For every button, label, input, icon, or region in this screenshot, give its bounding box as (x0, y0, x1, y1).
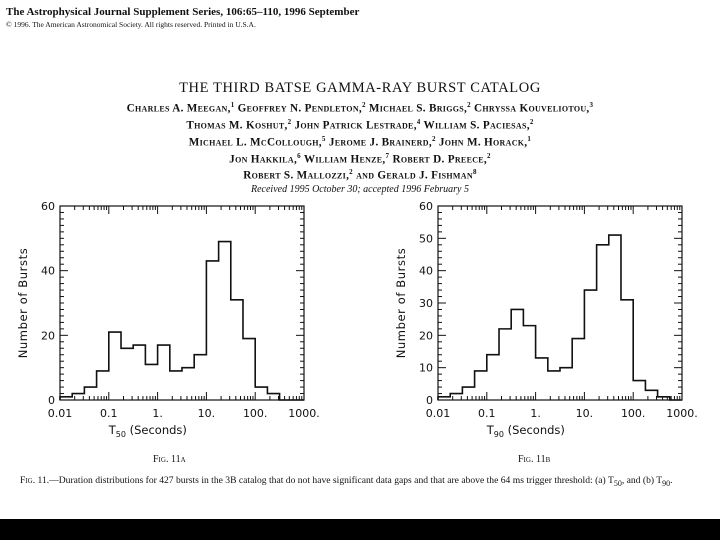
author-affiliation: 4 (416, 118, 421, 126)
hist-a-y-tick-label: 0 (48, 394, 55, 407)
caption-sub-90: 90 (662, 478, 671, 488)
author-line (0, 135, 720, 149)
hist-b-x-tick-label: 0.1 (478, 407, 496, 420)
author-name: William Henze, (300, 153, 386, 166)
hist-a-bin (72, 394, 84, 400)
author-affiliation: 2 (487, 152, 491, 160)
author-name: Thomas M. Koshut, (186, 119, 288, 132)
author-affiliation: 3 (589, 101, 594, 109)
author-affiliation: 2 (431, 135, 436, 143)
caption-sub-50: 50 (613, 478, 622, 488)
hist-a-bin (231, 300, 243, 400)
hist-a-bin (243, 339, 255, 400)
author-line (0, 152, 720, 166)
hist-a-x-tick-label: 1000. (288, 407, 320, 420)
hist-a-bin (194, 355, 206, 400)
hist-b-x-tick-label: 1. (530, 407, 541, 420)
figure-label-b: Fig. 11b (518, 454, 551, 465)
hist-b-bin (536, 358, 548, 400)
hist-b-y-tick-label: 40 (419, 264, 433, 278)
paper-title: THE THIRD BATSE GAMMA-RAY BURST CATALOG (179, 80, 541, 96)
author-name: and Gerald J. Fishman (352, 169, 473, 182)
hist-a-y-tick-label: 20 (41, 329, 55, 343)
received-line: Received 1995 October 30; accepted 1996 February 5 (251, 184, 469, 195)
hist-a-bin (170, 371, 182, 400)
hist-b-bin (523, 326, 535, 400)
author-name: Michael S. Briggs, (365, 102, 468, 115)
hist-a-y-tick-label: 40 (41, 264, 55, 278)
histogram-t50 (8, 198, 338, 453)
histogram-t90-svg (386, 198, 716, 448)
caption-text: —Duration distributions for 427 bursts in the 3B catalog that do not have significant data gaps and that are above the 64 ms trigger threshold: (a) T (49, 475, 614, 486)
author-affiliation: 2 (287, 118, 292, 126)
hist-a-y-tick-label: 60 (41, 200, 55, 213)
hist-b-bin (462, 387, 474, 400)
journal-header: The Astrophysical Journal Supplement Series, 106:65–110, 1996 September (6, 6, 360, 18)
hist-b-y-tick-label: 0 (426, 394, 433, 407)
hist-b-x-tick-label: 1000. (666, 407, 698, 420)
author-name: Charles A. Meegan, (126, 102, 231, 115)
figure-caption (20, 474, 716, 490)
hist-b-bin (548, 371, 560, 400)
author-affiliation: 8 (472, 168, 477, 176)
author-name: Robert S. Mallozzi, (243, 169, 350, 182)
hist-a-x-tick-label: 1. (152, 407, 163, 420)
figure-label-a: Fig. 11a (153, 454, 186, 465)
caption-end: . (670, 475, 673, 486)
caption-lead: Fig. 11. (20, 475, 50, 486)
author-name: Jerome J. Brainerd, (325, 136, 432, 149)
hist-b-y-tick-label: 10 (419, 361, 433, 375)
hist-a-bin (219, 242, 231, 400)
hist-b-bin (621, 300, 633, 400)
hist-b-x-tick-label: 100. (620, 407, 646, 420)
hist-b-y-axis-label: Number of Bursts (394, 247, 408, 359)
hist-b-bin (658, 397, 670, 400)
bottom-black-bar (0, 519, 720, 540)
author-affiliation: 2 (529, 118, 534, 126)
hist-b-bin (499, 329, 511, 400)
author-affiliation: 1 (527, 135, 532, 143)
author-name: Chryssa Kouveliotou, (470, 102, 590, 115)
author-line (0, 168, 720, 182)
hist-b-bin (645, 390, 657, 400)
copyright-line: © 1996. The American Astronomical Society. All rights reserved. Printed in U.S.A. (6, 20, 256, 29)
hist-a-bin (206, 261, 218, 400)
hist-b-bin (511, 309, 523, 400)
author-name: John Patrick Lestrade, (291, 119, 417, 132)
hist-a-bin (109, 332, 121, 400)
author-affiliation: 2 (467, 101, 471, 109)
hist-b-bin (597, 245, 609, 400)
author-name: William S. Paciesas, (420, 119, 530, 132)
author-affiliation: 1 (230, 101, 235, 109)
hist-a-bin (158, 345, 170, 400)
hist-a-bin (145, 364, 157, 400)
author-affiliation: 2 (349, 168, 353, 176)
hist-a-x-tick-label: 0.01 (47, 407, 73, 420)
hist-b-y-tick-label: 60 (419, 200, 433, 213)
hist-b-y-tick-label: 50 (419, 232, 433, 246)
caption-mid: , and (b) T (621, 475, 663, 486)
hist-b-bin (487, 355, 499, 400)
histogram-t90 (386, 198, 716, 453)
hist-a-x-tick-label: 10. (197, 407, 216, 420)
hist-a-bin (267, 394, 279, 400)
author-affiliation: 2 (362, 101, 366, 109)
author-name: Jon Hakkila, (229, 153, 298, 166)
author-name: Michael L. McCollough, (188, 136, 322, 149)
hist-a-bin (84, 387, 96, 400)
hist-b-bin (633, 381, 645, 400)
hist-a-bin (133, 345, 145, 400)
hist-a-bin (121, 348, 133, 400)
hist-b-bin (609, 235, 621, 400)
hist-b-bin (475, 371, 487, 400)
hist-b-x-tick-label: 0.01 (425, 407, 451, 420)
hist-a-y-axis-label: Number of Bursts (16, 247, 30, 359)
hist-a-bin (97, 371, 109, 400)
hist-b-x-tick-label: 10. (575, 407, 594, 420)
author-line (0, 101, 720, 115)
author-affiliation: 7 (385, 152, 390, 160)
hist-b-bin (560, 368, 572, 400)
author-line (0, 118, 720, 132)
hist-a-x-tick-label: 0.1 (100, 407, 118, 420)
hist-b-x-axis-label: $T_{90}$ (Seconds) (486, 423, 565, 439)
author-affiliation: 5 (321, 135, 326, 143)
author-name: Geoffrey N. Pendleton, (234, 102, 362, 115)
hist-b-bin (450, 394, 462, 400)
hist-b-bin (584, 290, 596, 400)
histogram-t50-svg (8, 198, 338, 448)
author-name: Robert D. Preece, (389, 153, 488, 166)
hist-a-bin (255, 387, 267, 400)
hist-b-bin (438, 397, 450, 400)
hist-b-y-tick-label: 20 (419, 329, 433, 343)
hist-a-x-axis-label: $T_{50}$ (Seconds) (108, 423, 187, 439)
hist-a-x-tick-label: 100. (242, 407, 268, 420)
hist-a-bin (60, 397, 72, 400)
author-name: John M. Horack, (435, 136, 528, 149)
hist-a-bin (182, 368, 194, 400)
hist-b-y-tick-label: 30 (419, 297, 433, 310)
hist-b-bin (572, 339, 584, 400)
author-affiliation: 6 (297, 152, 301, 160)
